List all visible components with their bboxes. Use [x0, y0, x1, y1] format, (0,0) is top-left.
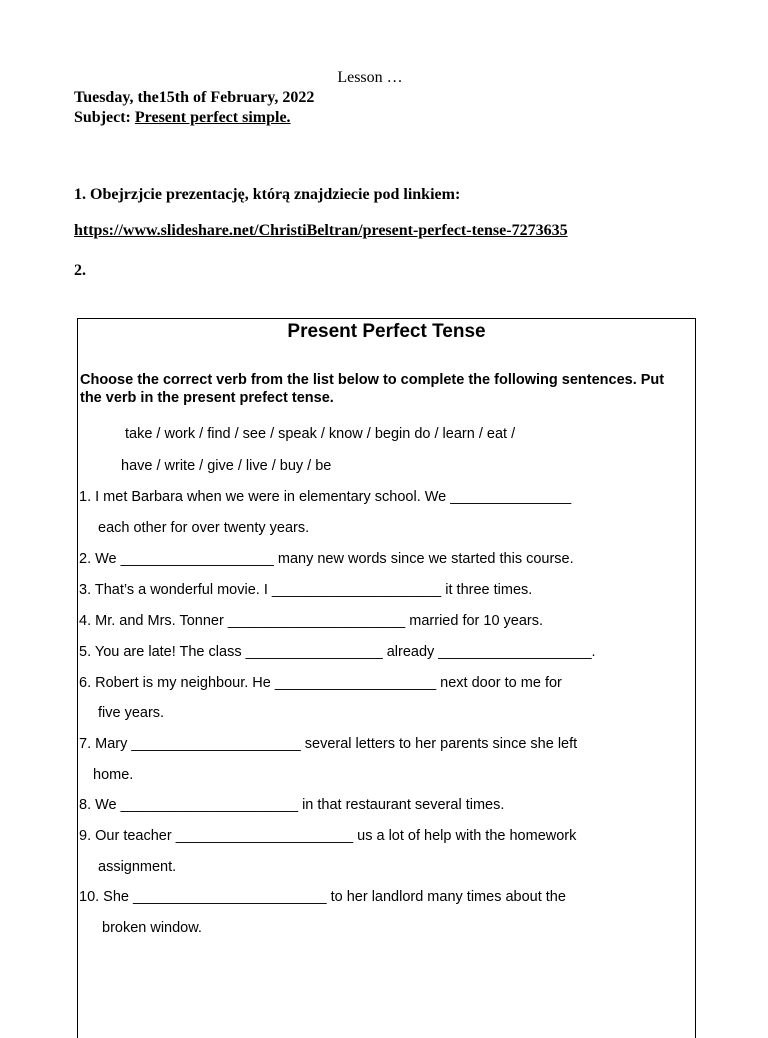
worksheet-title: Present Perfect Tense [287, 321, 486, 342]
word-list-line-2: have / write / give / live / buy / be [121, 458, 332, 474]
exercise-line: 1. I met Barbara when we were in elementary school. We _______________ [79, 489, 572, 505]
lesson-date: Tuesday, the15th of February, 2022 [74, 89, 315, 106]
subject-label: Subject: [74, 109, 131, 126]
exercise-line: 8. We ______________________ in that restaurant several times. [79, 797, 505, 813]
exercise-line: five years. [98, 705, 165, 721]
lesson-title: Lesson … [337, 69, 403, 86]
exercise-line: 9. Our teacher ______________________ us a lot of help with the homework [79, 828, 577, 844]
exercise-line: assignment. [98, 859, 177, 875]
exercise-line: each other for over twenty years. [98, 520, 310, 536]
subject-value: Present perfect simple. [134, 109, 291, 126]
section-1-text: 1. Obejrzjcie prezentację, którą znajdziecie pod linkiem: [74, 186, 461, 203]
lesson-header [74, 68, 694, 128]
worksheet-instructions: Choose the correct verb from the list below to complete the following sentences. Put the verb in the present prefect tense. [80, 372, 665, 406]
exercise-line: home. [93, 767, 134, 783]
presentation-link[interactable]: https://www.slideshare.net/ChristiBeltran/present-perfect-tense-7273635 [74, 222, 568, 239]
exercise-line: 3. That’s a wonderful movie. I _____________________ it three times. [79, 582, 533, 598]
exercise-line: 6. Robert is my neighbour. He ____________________ next door to me for [79, 675, 562, 691]
exercise-line: 5. You are late! The class _________________ already ___________________. [79, 644, 596, 660]
exercise-line: 4. Mr. and Mrs. Tonner ______________________ married for 10 years. [79, 613, 544, 629]
exercise-line: 2. We ___________________ many new words since we started this course. [79, 551, 574, 567]
word-list-line-1: take / work / find / see / speak / know / begin do / learn / eat / [125, 426, 516, 442]
section-2-label: 2. [74, 262, 86, 279]
exercise-line: 7. Mary _____________________ several letters to her parents since she left [79, 736, 578, 752]
exercise-line: broken window. [102, 920, 202, 936]
exercise-line: 10. She ________________________ to her landlord many times about the [79, 889, 566, 905]
worksheet-box [77, 318, 696, 1038]
subject-line [74, 108, 694, 128]
